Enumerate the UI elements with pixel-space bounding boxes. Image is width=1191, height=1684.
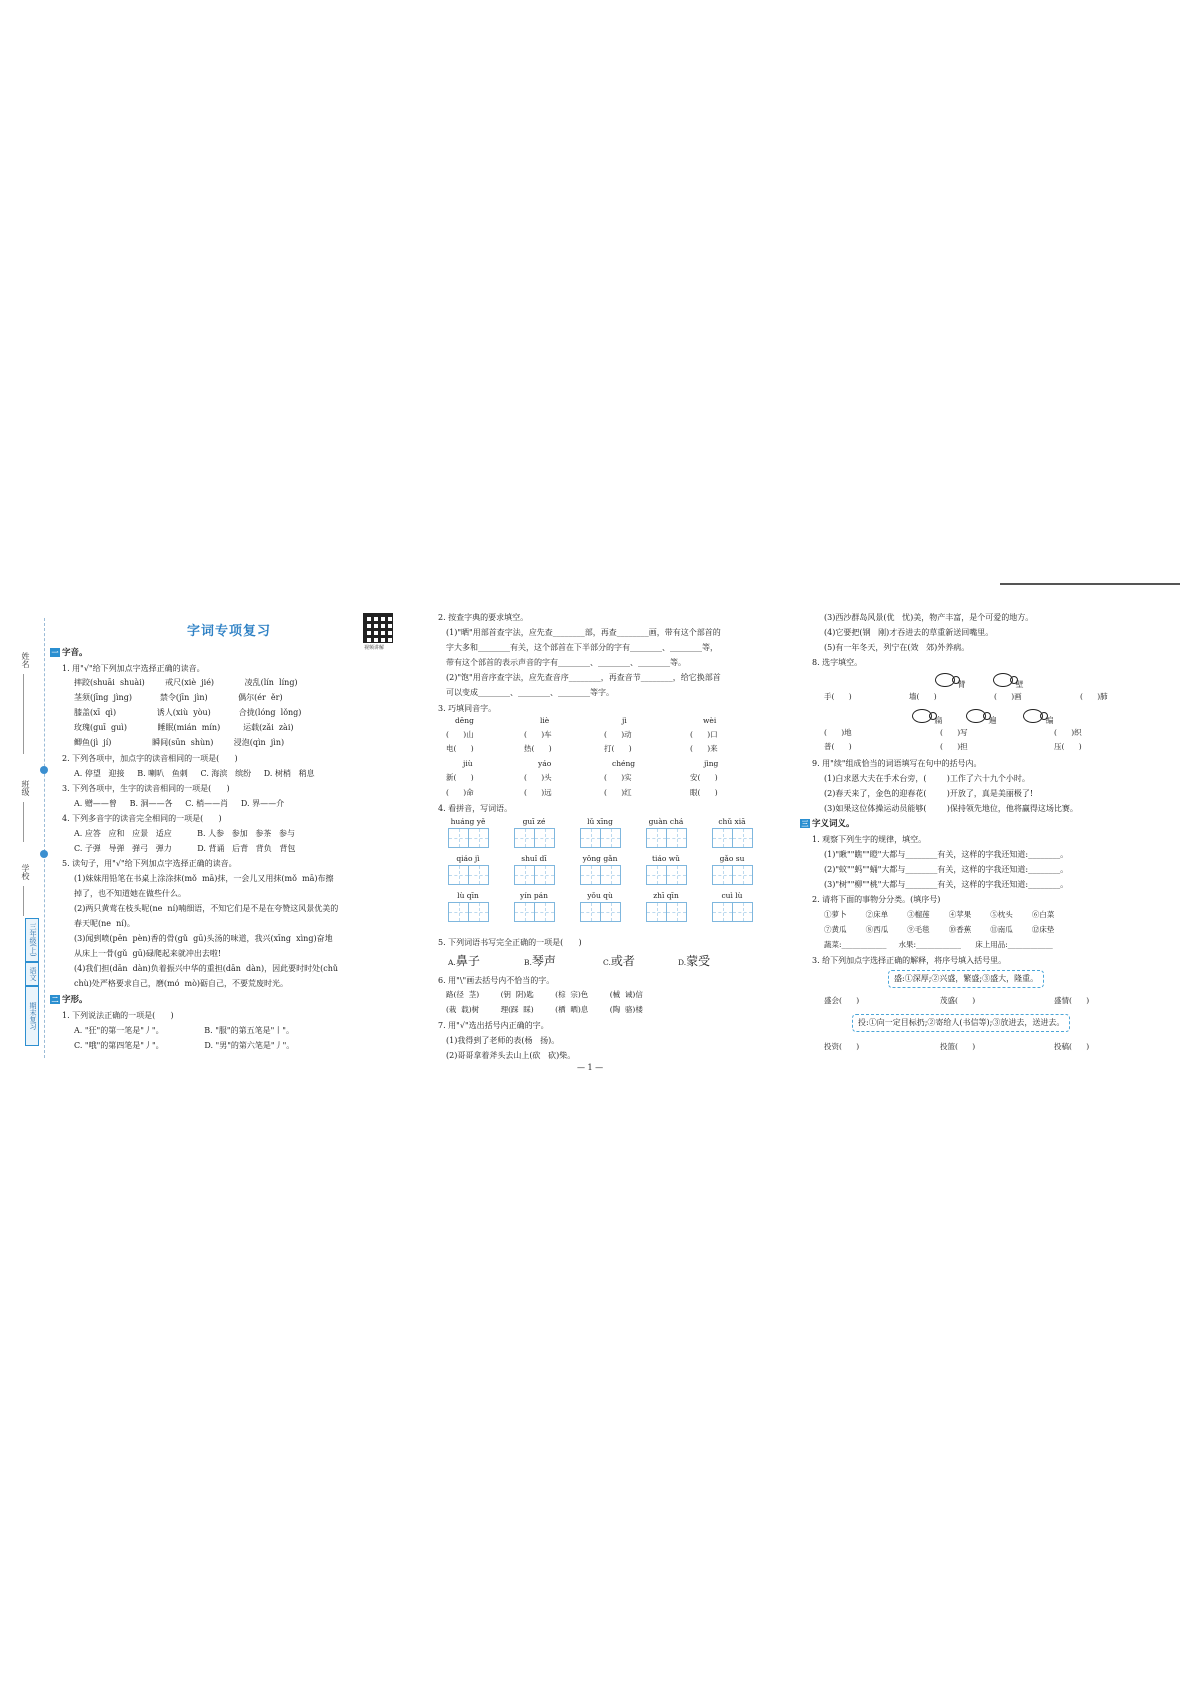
writing-cell[interactable]: [448, 828, 469, 848]
s1-line: (1)"瞅""瞧""瞪"大都与________有关，这样的字我还知道:________。: [824, 850, 1069, 859]
writing-cell[interactable]: [580, 902, 601, 922]
q3-blank[interactable]: 热( ): [524, 744, 552, 753]
q3-blank[interactable]: ( )山: [446, 730, 474, 739]
q8-blank[interactable]: 普( ): [824, 742, 852, 751]
name-label: 姓名: [21, 652, 30, 668]
section-meaning: 三 字义词义。: [801, 819, 855, 829]
qr-code[interactable]: [363, 613, 393, 643]
q5-sentence: 春天呢(ne ní)。: [74, 919, 135, 928]
c3-q9-prompt: 9. 用"续"组成恰当的词语填写在句中的括号内。: [812, 759, 982, 768]
q5-sentence: (2)两只黄莺在枝头呢(ne ní)喃细语，不知它们是不是在夸赞这风景优美的: [74, 904, 339, 913]
writing-cell[interactable]: [468, 865, 489, 885]
writing-cell[interactable]: [580, 828, 601, 848]
q3-pinyin: wèi: [703, 716, 717, 725]
q5-sentence: (1)妹妹用铅笔在书桌上涂涂抹(mǒ mā)抹，一会儿又用抹(mǒ mā)布擦: [74, 874, 334, 883]
cloud-ornament-icon: [935, 673, 955, 687]
grade-strip: 三年级(上): [25, 918, 39, 962]
school-label: 学校: [21, 864, 30, 880]
writing-box: shuǐ dī: [514, 853, 554, 889]
q3-pinyin: jiù: [463, 759, 473, 768]
q6-options: C. "哦"的第四笔是"丿"。 D. "男"的第六笔是"丿"。: [74, 1041, 295, 1050]
q8-blank[interactable]: ( )写: [940, 728, 968, 737]
s2-categories: 蔬菜:____________ 水果:____________ 床上用品:____________: [824, 940, 1053, 949]
q4-options: C. 子弹 导弹 弹弓 弹力 D. 背诵 后背 背负 背包: [74, 844, 296, 853]
q3-pinyin: jìng: [704, 759, 719, 768]
s2-items: ①萝卜 ②床单 ③榴莲 ④苹果 ⑤枕头 ⑥白菜: [824, 910, 1055, 919]
q1-row: 摔跤(shuāi shuài) 戒尺(xiè jié) 凌乱(lín líng): [74, 678, 298, 687]
q8-blank[interactable]: ( )担: [940, 742, 968, 751]
writing-box: lǔ xīng: [580, 816, 620, 852]
page-title: 字词专项复习: [187, 624, 272, 639]
q7-sentence: (5)有一年冬天，列宁在(效 郊)外养病。: [824, 643, 970, 652]
q3-blank[interactable]: 眼( ): [690, 788, 718, 797]
q3-pinyin: jì: [622, 716, 627, 725]
writing-cell[interactable]: [448, 865, 469, 885]
cloud-ornament-icon: [993, 673, 1013, 687]
q3-blank[interactable]: ( )车: [524, 730, 552, 739]
review-strip: 期末复习: [25, 986, 39, 1046]
q1-row: 茎须(jīng jìng) 禁令(jīn jìn) 偶尔(ér ěr): [74, 693, 283, 702]
c2-q2-line: 可以变成________、________、________等字。: [446, 688, 614, 697]
writing-cell[interactable]: [666, 828, 687, 848]
c2-q2-line: (1)"晒"用部首查字法，应先查________部，再查________画，带有这个部首的: [446, 628, 721, 637]
q1-row: 玫瑰(guī guì) 睡眠(mián mín) 运载(zǎi zài): [74, 723, 294, 732]
c3-q8-prompt: 8. 选字填空。: [812, 658, 863, 667]
q2-options: A. 停望 迎接 B. 喇叭 鱼刺 C. 海滨 缤纷 D. 树梢 稍息: [74, 769, 315, 778]
q6-row: (栽 载)树 理(踩 睬) (栖 晒)息 (陶 骆)楼: [446, 1005, 643, 1014]
q3-blank[interactable]: ( )命: [446, 788, 474, 797]
writing-box: zhī qīn: [646, 890, 686, 926]
q3-blank[interactable]: 新( ): [446, 773, 474, 782]
q7-sentence: (2)哥哥拿着斧头去山上(砍 砍)柴。: [446, 1051, 576, 1060]
q3-blank[interactable]: 电( ): [446, 744, 474, 753]
writing-cell[interactable]: [534, 828, 555, 848]
q7-sentence: (3)西沙群岛风景(优 忧)美，物产丰富，是个可爱的地方。: [824, 613, 1034, 622]
q8-blank[interactable]: 压( ): [1054, 742, 1082, 751]
q3-blank[interactable]: ( )远: [524, 788, 552, 797]
writing-cell[interactable]: [580, 865, 601, 885]
s3-blank[interactable]: 盛情( ): [1054, 996, 1090, 1005]
q5-sentence: 从床上一骨(gǔ gū)碌爬起来就冲出去啦!: [74, 949, 222, 958]
writing-box: cuì lù: [712, 890, 752, 926]
q3-blank[interactable]: ( )来: [690, 744, 718, 753]
q8-blank[interactable]: ( )地: [824, 728, 852, 737]
writing-cell[interactable]: [514, 828, 535, 848]
binding-dot: [40, 850, 48, 858]
c2-q2-line: 带有这个部首的表示声音的字有________、________、________等。: [446, 658, 686, 667]
q1-row: 鲫鱼(jì jí) 瞬间(sūn shùn) 浸泡(qìn jìn): [74, 738, 285, 747]
q1-prompt: 1. 用"√"给下列加点字选择正确的读音。: [62, 664, 205, 673]
section-glyph: 二 字形。: [51, 995, 88, 1005]
q3-blank[interactable]: 安( ): [690, 773, 718, 782]
c2-q2-line: (2)"饱"用音序查字法，应先查音序________，再查音节________，给它换部首: [446, 673, 721, 682]
q3-pinyin: dēng: [455, 716, 474, 725]
q5-option: B.琴声: [524, 954, 556, 968]
writing-cell[interactable]: [712, 902, 733, 922]
q6-row: 路(径 茎) (钥 阴)匙 (棕 宗)色 (械 诫)信: [446, 990, 643, 999]
writing-cell[interactable]: [600, 865, 621, 885]
writing-cell[interactable]: [600, 828, 621, 848]
q8-choice: 臂: [935, 673, 966, 690]
cloud-ornament-icon: [912, 709, 932, 723]
q8-blank[interactable]: ( )织: [1054, 728, 1082, 737]
q5-sentence: (3)闻到喷(pēn pèn)香的骨(gǔ gū)头汤的味道，我兴(xīng xìng)奋地: [74, 934, 333, 943]
section-two-icon: 二: [51, 995, 59, 1004]
definition-box: 盛:①深厚;②兴盛，繁盛;③盛大，隆重。: [888, 970, 1044, 988]
writing-cell[interactable]: [732, 902, 753, 922]
section-three-icon: 三: [801, 819, 809, 828]
q3-pinyin: yáo: [538, 759, 552, 768]
c2-q4-prompt: 4. 看拼音，写词语。: [438, 804, 513, 813]
writing-cell[interactable]: [646, 865, 667, 885]
q3-blank[interactable]: 打( ): [604, 744, 632, 753]
q5-option: A.鼻子: [448, 954, 480, 968]
writing-cell[interactable]: [712, 828, 733, 848]
s3-blank[interactable]: 投篮( ): [940, 1042, 976, 1051]
q7-sentence: (4)它要把(钢 刚)才吞进去的草重新送回嘴里。: [824, 628, 994, 637]
binding-dot: [40, 766, 48, 774]
q6-options: A. "狂"的第一笔是"丿"。 B. "服"的第五笔是"丨"。: [74, 1026, 294, 1035]
cloud-ornament-icon: [1023, 709, 1043, 723]
writing-box: guàn chá: [646, 816, 686, 852]
writing-cell[interactable]: [712, 865, 733, 885]
writing-box: yín pán: [514, 890, 554, 926]
q3-blank[interactable]: ( )动: [604, 730, 632, 739]
s1-line: (3)"树""柳""桃"大都与________有关，这样的字我还知道:________。: [824, 880, 1069, 889]
s1-line: (2)"蚊""蚂""蛹"大都与________有关，这样的字我还知道:________。: [824, 865, 1069, 874]
q3-prompt: 3. 下列各项中，生字的读音相同的一项是( ): [62, 784, 230, 793]
writing-cell[interactable]: [646, 828, 667, 848]
writing-box: huáng yě: [448, 816, 488, 852]
q5-option: D.蒙受: [678, 954, 711, 968]
q3-options: A. 赠——曾 B. 洞——各 C. 梢——肖 D. 界——介: [74, 799, 285, 808]
s1-prompt: 1. 观察下列生字的规律，填空。: [812, 835, 927, 844]
writing-cell[interactable]: [514, 902, 535, 922]
writing-box: yǒng gǎn: [580, 853, 620, 889]
writing-box: lù qīn: [448, 890, 488, 926]
writing-box: gǎo su: [712, 853, 752, 889]
writing-cell[interactable]: [468, 902, 489, 922]
q1-row: 膝盖(xī qì) 诱人(xiù yòu) 合拢(lóng lǒng): [74, 708, 302, 717]
qr-caption: 视频讲解: [364, 645, 385, 651]
writing-box: chǔ xiā: [712, 816, 752, 852]
s2-items: ⑦黄瓜 ⑧西瓜 ⑨毛毯 ⑩香蕉 ⑪南瓜 ⑫床垫: [824, 925, 1055, 934]
q8-choice: 壁: [993, 673, 1024, 690]
section-one-icon: 一: [51, 648, 59, 657]
s2-prompt: 2. 请将下面的事物分分类。(填序号): [812, 895, 941, 904]
top-rule: [1000, 583, 1180, 585]
writing-box: yǒu qù: [580, 890, 620, 926]
s3-blank[interactable]: 投资( ): [824, 1042, 860, 1051]
c2-q5-prompt: 5. 下列词语书写完全正确的一项是( ): [438, 938, 582, 947]
q5-sentence: (4)我们担(dān dàn)负着振兴中华的重担(dān dàn)，因此要时时处(chǔ: [74, 964, 339, 973]
q3-blank[interactable]: ( )口: [690, 730, 718, 739]
s3-blank[interactable]: 投稿( ): [1054, 1042, 1090, 1051]
q8-blank[interactable]: 墙( ): [909, 692, 937, 701]
q6-prompt: 1. 下列说法正确的一项是( ): [62, 1011, 174, 1020]
q9-sentence: (2)春天来了，金色的迎春花( )开放了，真是美丽极了!: [824, 789, 1034, 798]
writing-box: qiáo jì: [448, 853, 488, 889]
writing-cell[interactable]: [646, 902, 667, 922]
q3-blank[interactable]: ( )实: [604, 773, 632, 782]
q5-prompt: 5. 读句子，用"√"给下列加点字选择正确的读音。: [62, 859, 237, 868]
c2-q3-prompt: 3. 巧填同音字。: [438, 704, 497, 713]
writing-cell[interactable]: [732, 865, 753, 885]
q8-blank[interactable]: ( )肺: [1080, 692, 1108, 701]
c2-q2-prompt: 2. 按查字典的要求填空。: [438, 613, 529, 622]
q4-options: A. 应答 应和 应景 适应 B. 人参 参加 参茶 参与: [74, 829, 296, 838]
q8-choice: 编: [1023, 709, 1054, 726]
writing-cell[interactable]: [666, 865, 687, 885]
writing-cell[interactable]: [448, 902, 469, 922]
writing-box: tiáo wǔ: [646, 853, 686, 889]
q3-blank[interactable]: ( )头: [524, 773, 552, 782]
writing-cell[interactable]: [732, 828, 753, 848]
q5-option: C.或者: [603, 954, 635, 968]
section-pronunciation: 一 字音。: [51, 648, 88, 658]
writing-box: guī zé: [514, 816, 554, 852]
s3-blank[interactable]: 盛会( ): [824, 996, 860, 1005]
q3-blank[interactable]: ( )红: [604, 788, 632, 797]
name-line: [23, 674, 24, 754]
q4-prompt: 4. 下列多音字的读音完全相同的一项是( ): [62, 814, 222, 823]
school-line: [23, 886, 24, 916]
c2-q2-line: 字大多和________有关，这个部首在下半部分的字有________、________等，: [446, 643, 718, 652]
q8-choice: 扁: [912, 709, 943, 726]
writing-cell[interactable]: [666, 902, 687, 922]
c2-q6-prompt: 6. 用"\"画去括号内不恰当的字。: [438, 976, 555, 985]
subject-strip: 语文: [25, 962, 39, 986]
writing-cell[interactable]: [514, 865, 535, 885]
binding-strip: [21, 618, 53, 1058]
definition-box: 投:①向一定目标扔;②寄给人(书信等);③放进去，送进去。: [852, 1014, 1070, 1032]
q5-sentence: 掉了，也不知道她在做些什么。: [74, 889, 186, 898]
q9-sentence: (1)白求恩大夫在手术台旁，( )工作了六十九个小时。: [824, 774, 1030, 783]
writing-cell[interactable]: [534, 865, 555, 885]
writing-cell[interactable]: [468, 828, 489, 848]
q9-sentence: (3)如果这位体操运动员能够( )保持领先地位，他将赢得这场比赛。: [824, 804, 1078, 813]
s3-prompt: 3. 给下列加点字选择正确的解释，将序号填入括号里。: [812, 956, 1007, 965]
c2-q7-prompt: 7. 用"√"选出括号内正确的字。: [438, 1021, 549, 1030]
q2-prompt: 2. 下列各项中，加点字的读音相同的一项是( ): [62, 754, 238, 763]
q5-sentence: chù)处严格要求自己，磨(mó mò)砺自己，不要荒废时光。: [74, 979, 289, 988]
cloud-ornament-icon: [966, 709, 986, 723]
writing-cell[interactable]: [600, 902, 621, 922]
q8-blank[interactable]: ( )画: [994, 692, 1022, 701]
q8-choice: 遍: [966, 709, 997, 726]
class-line: [23, 802, 24, 842]
page-number: — 1 —: [577, 1063, 604, 1072]
s3-blank[interactable]: 茂盛( ): [940, 996, 976, 1005]
q7-sentence: (1)我得到了老师的表(杨 扬)。: [446, 1036, 560, 1045]
q8-blank[interactable]: 手( ): [824, 692, 852, 701]
writing-cell[interactable]: [534, 902, 555, 922]
q3-pinyin: chéng: [612, 759, 636, 768]
q3-pinyin: liè: [540, 716, 550, 725]
class-label: 班级: [21, 780, 30, 796]
